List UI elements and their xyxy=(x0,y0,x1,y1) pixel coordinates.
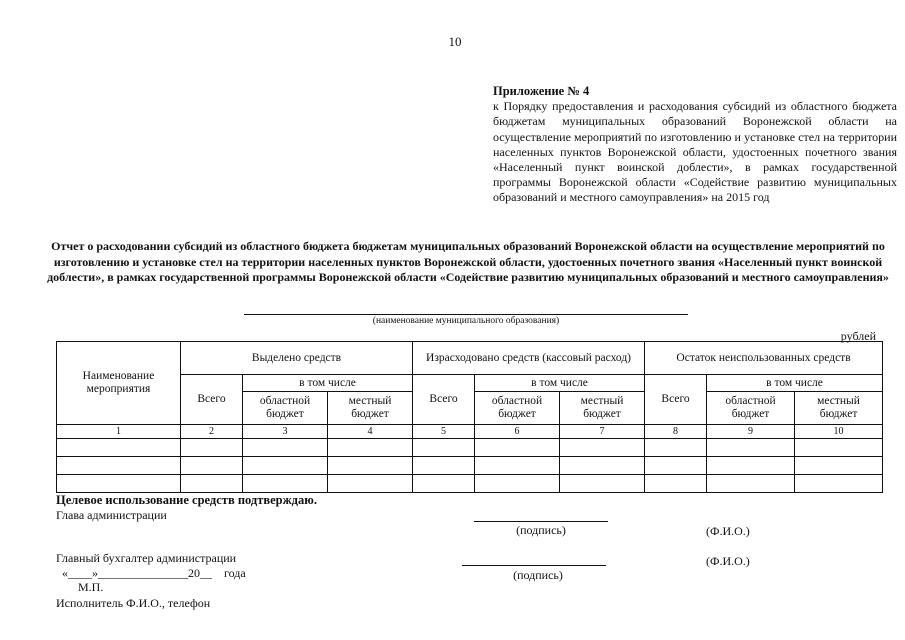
column-number: 8 xyxy=(645,425,707,439)
stamp-label: М.П. xyxy=(78,580,104,594)
table-cell[interactable] xyxy=(243,457,328,475)
table-cell[interactable] xyxy=(795,439,883,457)
executor-label: Исполнитель Ф.И.О., телефон xyxy=(56,596,211,610)
date-line[interactable]: «____»_______________20__ года xyxy=(62,566,246,580)
head-signature-caption: (подпись) xyxy=(516,523,566,537)
accountant-signature-line[interactable] xyxy=(462,565,606,566)
column-number: 7 xyxy=(560,425,645,439)
currency-label: рублей xyxy=(840,329,876,343)
municipality-caption: (наименование муниципального образования) xyxy=(372,316,560,326)
table-cell[interactable] xyxy=(707,439,795,457)
header-event-name: Наименование мероприятия xyxy=(57,342,181,425)
table-cell[interactable] xyxy=(181,457,243,475)
table-cell[interactable] xyxy=(57,439,181,457)
header-remaining-total: Всего xyxy=(645,375,707,425)
table-cell[interactable] xyxy=(645,475,707,493)
table-cell[interactable] xyxy=(328,475,413,493)
table-cell[interactable] xyxy=(243,439,328,457)
header-allocated-total: Всего xyxy=(181,375,243,425)
table-cell[interactable] xyxy=(413,439,475,457)
column-number: 5 xyxy=(413,425,475,439)
header-spent-total: Всего xyxy=(413,375,475,425)
header-allocated-including: в том числе xyxy=(243,375,413,392)
table-row xyxy=(57,457,883,475)
header-spent: Израсходовано средств (кассовый расход) xyxy=(413,342,645,375)
column-number: 1 xyxy=(57,425,181,439)
table-cell[interactable] xyxy=(413,475,475,493)
column-number: 3 xyxy=(243,425,328,439)
table-cell[interactable] xyxy=(413,457,475,475)
column-number: 6 xyxy=(475,425,560,439)
table-cell[interactable] xyxy=(707,457,795,475)
table-cell[interactable] xyxy=(328,439,413,457)
table-row xyxy=(57,475,883,493)
header-spent-including: в том числе xyxy=(475,375,645,392)
appendix-title: Приложение № 4 xyxy=(493,84,590,98)
header-remaining: Остаток неиспользованных средств xyxy=(645,342,883,375)
table-cell[interactable] xyxy=(181,439,243,457)
table-cell[interactable] xyxy=(795,457,883,475)
header-allocated-local: местный бюджет xyxy=(328,392,413,425)
head-fio-caption: (Ф.И.О.) xyxy=(706,524,750,538)
accountant-fio-caption: (Ф.И.О.) xyxy=(706,554,750,568)
header-remaining-regional: областной бюджет xyxy=(707,392,795,425)
head-admin-label: Глава администрации xyxy=(56,508,167,522)
header-spent-regional: областной бюджет xyxy=(475,392,560,425)
table-row xyxy=(57,439,883,457)
appendix-text: к Порядку предоставления и расходования субсидий из областного бюджета бюджетам муниципальных образований Воронежской области на осуществление мероприятий по изготовлению и установке стел на территории населенных пунктов Воронежской области, удостоенных почетного звания «Населенный пункт воинской доблести», в рамках государственной программы Воронежской области «Содействие развитию муниципальных образований и местного самоуправления» на 2015 год xyxy=(493,99,897,205)
municipality-name-line[interactable] xyxy=(244,314,688,315)
report-table xyxy=(56,341,883,493)
table-cell[interactable] xyxy=(328,457,413,475)
table-cell[interactable] xyxy=(57,475,181,493)
confirmation-text: Целевое использование средств подтверждаю. xyxy=(56,493,317,507)
table-cell[interactable] xyxy=(57,457,181,475)
table-cell[interactable] xyxy=(475,457,560,475)
table-cell[interactable] xyxy=(645,457,707,475)
table-cell[interactable] xyxy=(707,475,795,493)
header-remaining-local: местный бюджет xyxy=(795,392,883,425)
table-cell[interactable] xyxy=(475,439,560,457)
header-spent-local: местный бюджет xyxy=(560,392,645,425)
column-number: 4 xyxy=(328,425,413,439)
column-number: 2 xyxy=(181,425,243,439)
header-remaining-including: в том числе xyxy=(707,375,883,392)
page-number: 10 xyxy=(448,34,462,49)
table-cell[interactable] xyxy=(560,457,645,475)
chief-accountant-label: Главный бухгалтер администрации xyxy=(56,551,237,565)
appendix-block xyxy=(493,84,897,206)
table-cell[interactable] xyxy=(645,439,707,457)
table-cell[interactable] xyxy=(560,439,645,457)
table-cell[interactable] xyxy=(795,475,883,493)
column-number: 10 xyxy=(795,425,883,439)
report-title: Отчет о расходовании субсидий из областного бюджета бюджетам муниципальных образований Воронежской области на осуществление мероприятий по изготовлению и установке стел на территории населенных пунктов Воронежской области, удостоенных почетного звания «Населенный пункт воинской доблести», в рамках государственной программы Воронежской области «Содействие развитию муниципальных образований и местного самоуправления» xyxy=(47,239,889,284)
table-cell[interactable] xyxy=(475,475,560,493)
head-signature-line[interactable] xyxy=(474,521,608,522)
table-cell[interactable] xyxy=(243,475,328,493)
header-allocated: Выделено средств xyxy=(181,342,413,375)
table-cell[interactable] xyxy=(560,475,645,493)
accountant-signature-caption: (подпись) xyxy=(513,568,563,582)
table-cell[interactable] xyxy=(181,475,243,493)
header-allocated-regional: областной бюджет xyxy=(243,392,328,425)
column-number: 9 xyxy=(707,425,795,439)
